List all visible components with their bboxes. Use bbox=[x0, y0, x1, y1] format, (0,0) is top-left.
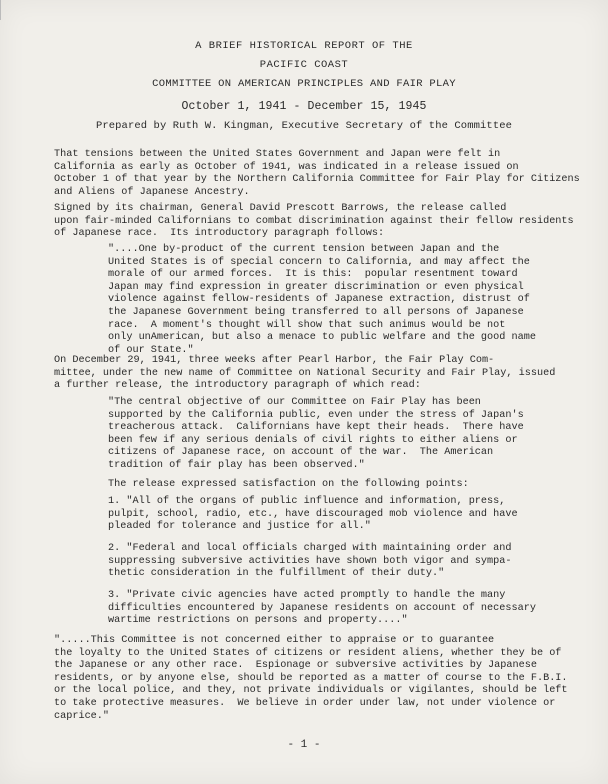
quote-3: ".....This Committee is not concerned either to appraise or to guarantee the loyalty to the United States of citizens or resident aliens, whether they be of the Japanese or any other race. Espionage or subversive activities by Japanese residents, or by anyone else, should be reported as a matter of course to the F.B.I. or the local police, and they, not private individuals or vigilantes, should be left to take protective measures. We believe in order under law, not under violence or caprice." bbox=[54, 635, 568, 722]
point-2: 2. "Federal and local officials charged with maintaining order and suppressing subversive activities have shown both vigor and sympa- thetic consideration in the fulfillment of their duty." bbox=[108, 543, 512, 580]
page-number: - 1 - bbox=[287, 739, 321, 751]
point-3: 3. "Private civic agencies have acted promptly to handle the many difficulties encountered by Japanese residents on account of necessary wartime restrictions on persons and property...." bbox=[108, 590, 536, 627]
quote-2: "The central objective of our Committee on Fair Play has been supported by the California public, even under the stress of Japan's treacherous attack. Californians have kept their heads. There have been few if any serious denials of civil rights to either aliens or citizens of Japanese race, on account of the war. The American tradition of fair play has been observed." bbox=[108, 397, 524, 471]
report-title-line2: PACIFIC COAST bbox=[259, 59, 349, 71]
point-1: 1. "All of the organs of public influence and information, press, pulpit, school, radio, etc., have discouraged mob violence and have pleaded for tolerance and justice for all." bbox=[108, 496, 518, 533]
report-title-line3: COMMITTEE ON AMERICAN PRINCIPLES AND FAIR PLAY bbox=[152, 78, 456, 90]
report-title-line1: A BRIEF HISTORICAL REPORT OF THE bbox=[195, 40, 413, 52]
report-author: Prepared by Ruth W. Kingman, Executive Secretary of the Committee bbox=[95, 120, 513, 132]
paragraph-3: On December 29, 1941, three weeks after Pearl Harbor, the Fair Play Com- mittee, under the new name of Committee on National Security and Fair Play, issued a further release, the introductory paragraph of which read: bbox=[54, 355, 556, 392]
paragraph-4: The release expressed satisfaction on the following points: bbox=[108, 479, 469, 490]
quote-1: "....One by-product of the current tension between Japan and the United States is of special concern to California, and may affect the morale of our armed forces. It is this: popular resentment toward Japan may find expression in greater discrimination or even physical violence against fellow-residents of Japanese extraction, distrust of the Japanese Government being transferred to all persons of Japanese race. A moment's thought will show that such animus would be not only unAmerican, but also a menace to public welfare and the good name of our State." bbox=[108, 244, 536, 356]
paragraph-1: That tensions between the United States Government and Japan were felt in California as early as October of 1941, was indicated in a release issued on October 1 of that year by the Northern California Committee for Fair Play for Citizens and Aliens of Japanese Ancestry. bbox=[54, 149, 580, 198]
report-dates: October 1, 1941 - December 15, 1945 bbox=[181, 100, 427, 113]
paragraph-2: Signed by its chairman, General David Prescott Barrows, the release called upon fair-minded Californians to combat discrimination against their fellow residents of Japanese race. Its introductory paragraph follows: bbox=[54, 203, 574, 240]
page-fold-mark bbox=[0, 0, 61, 20]
